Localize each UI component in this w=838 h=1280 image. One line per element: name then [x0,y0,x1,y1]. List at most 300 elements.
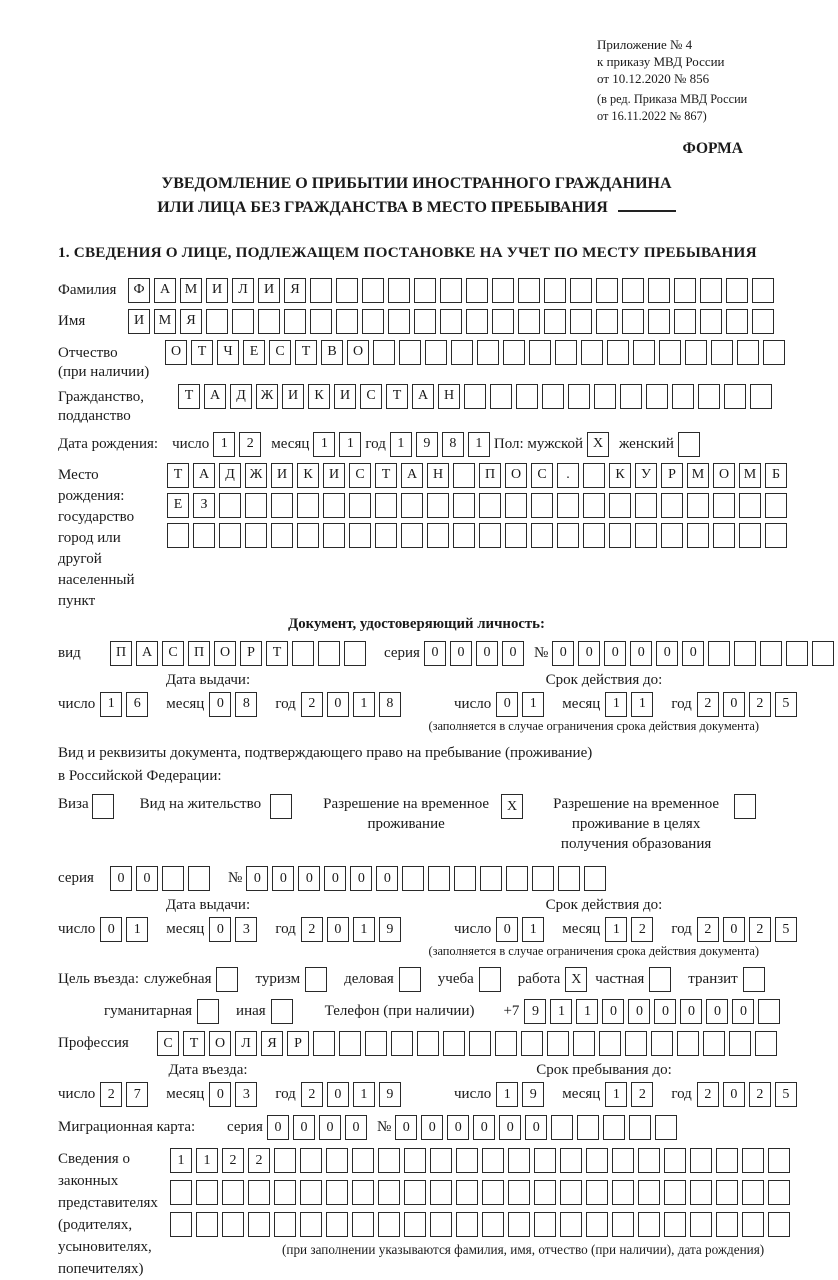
form-cell[interactable]: 0 [350,866,372,891]
form-cell[interactable] [443,1031,465,1056]
form-cell[interactable] [703,1031,725,1056]
form-cell[interactable] [687,493,709,518]
form-cell[interactable] [586,1180,608,1205]
form-cell[interactable] [248,1212,270,1237]
humanitarian-checkbox[interactable] [197,999,219,1024]
form-cell[interactable] [344,641,366,666]
form-cell[interactable]: 0 [680,999,702,1024]
form-cell[interactable] [318,641,340,666]
form-cell[interactable] [713,493,735,518]
form-cell[interactable] [428,866,450,891]
form-cell[interactable] [664,1212,686,1237]
residence-permit-checkbox[interactable] [270,794,292,819]
form-cell[interactable]: 2 [749,692,771,717]
form-cell[interactable]: 0 [376,866,398,891]
form-cell[interactable]: И [323,463,345,488]
form-cell[interactable] [339,1031,361,1056]
form-cell[interactable]: Е [167,493,189,518]
form-cell[interactable]: 1 [631,692,653,717]
form-cell[interactable]: 2 [631,1082,653,1107]
form-cell[interactable] [193,523,215,548]
form-cell[interactable]: 1 [213,432,235,457]
form-cell[interactable]: 1 [468,432,490,457]
form-cell[interactable] [672,384,694,409]
form-cell[interactable] [378,1148,400,1173]
form-cell[interactable]: Я [284,278,306,303]
form-cell[interactable]: К [609,463,631,488]
form-cell[interactable] [768,1148,790,1173]
form-cell[interactable] [674,309,696,334]
form-cell[interactable]: 0 [327,692,349,717]
form-cell[interactable] [326,1180,348,1205]
form-cell[interactable]: 1 [605,917,627,942]
form-cell[interactable]: И [206,278,228,303]
form-cell[interactable] [557,523,579,548]
form-cell[interactable]: П [188,641,210,666]
form-cell[interactable]: С [349,463,371,488]
form-cell[interactable] [544,309,566,334]
form-cell[interactable]: А [136,641,158,666]
form-cell[interactable] [560,1180,582,1205]
study-checkbox[interactable] [479,967,501,992]
form-cell[interactable] [531,493,553,518]
form-cell[interactable]: 0 [298,866,320,891]
form-cell[interactable] [758,999,780,1024]
form-cell[interactable]: Д [230,384,252,409]
form-cell[interactable] [451,340,473,365]
form-cell[interactable]: 1 [522,692,544,717]
form-cell[interactable] [659,340,681,365]
form-cell[interactable]: И [258,278,280,303]
form-cell[interactable] [404,1180,426,1205]
form-cell[interactable]: 2 [248,1148,270,1173]
form-cell[interactable]: 1 [126,917,148,942]
form-cell[interactable] [196,1180,218,1205]
form-cell[interactable]: 1 [353,692,375,717]
form-cell[interactable] [609,523,631,548]
form-cell[interactable] [414,278,436,303]
form-cell[interactable]: 0 [706,999,728,1024]
form-cell[interactable] [622,278,644,303]
form-cell[interactable] [612,1148,634,1173]
form-cell[interactable] [492,278,514,303]
form-cell[interactable] [586,1212,608,1237]
form-cell[interactable] [274,1148,296,1173]
form-cell[interactable]: . [557,463,579,488]
form-cell[interactable] [245,493,267,518]
form-cell[interactable]: 0 [327,1082,349,1107]
business-checkbox[interactable] [399,967,421,992]
form-cell[interactable]: 2 [301,917,323,942]
form-cell[interactable] [399,340,421,365]
form-cell[interactable] [713,523,735,548]
form-cell[interactable] [544,278,566,303]
form-cell[interactable] [352,1148,374,1173]
form-cell[interactable] [687,523,709,548]
form-cell[interactable] [404,1148,426,1173]
form-cell[interactable] [292,641,314,666]
tourism-checkbox[interactable] [305,967,327,992]
form-cell[interactable]: 2 [239,432,261,457]
form-cell[interactable]: Н [427,463,449,488]
form-cell[interactable] [206,309,228,334]
form-cell[interactable] [532,866,554,891]
form-cell[interactable] [734,641,756,666]
form-cell[interactable] [531,523,553,548]
visa-checkbox[interactable] [92,794,114,819]
form-cell[interactable]: 3 [235,1082,257,1107]
form-cell[interactable] [583,493,605,518]
form-cell[interactable] [812,641,834,666]
form-cell[interactable] [388,278,410,303]
form-cell[interactable] [763,340,785,365]
form-cell[interactable]: 0 [656,641,678,666]
form-cell[interactable] [521,1031,543,1056]
form-cell[interactable] [375,523,397,548]
form-cell[interactable]: В [321,340,343,365]
form-cell[interactable] [352,1180,374,1205]
form-cell[interactable] [414,309,436,334]
form-cell[interactable]: Ж [256,384,278,409]
form-cell[interactable]: 9 [522,1082,544,1107]
form-cell[interactable] [596,278,618,303]
form-cell[interactable] [167,523,189,548]
form-cell[interactable] [466,278,488,303]
form-cell[interactable] [551,1115,573,1140]
form-cell[interactable]: 1 [339,432,361,457]
form-cell[interactable] [737,340,759,365]
form-cell[interactable]: И [282,384,304,409]
form-cell[interactable] [300,1180,322,1205]
form-cell[interactable] [506,866,528,891]
form-cell[interactable]: 8 [379,692,401,717]
form-cell[interactable] [402,866,424,891]
form-cell[interactable] [690,1212,712,1237]
form-cell[interactable] [425,340,447,365]
form-cell[interactable] [440,278,462,303]
form-cell[interactable] [323,523,345,548]
form-cell[interactable] [529,340,551,365]
form-cell[interactable]: У [635,463,657,488]
form-cell[interactable] [508,1212,530,1237]
form-cell[interactable]: 0 [100,917,122,942]
form-cell[interactable]: 3 [235,917,257,942]
form-cell[interactable] [388,309,410,334]
form-cell[interactable] [742,1212,764,1237]
form-cell[interactable]: 1 [550,999,572,1024]
form-cell[interactable] [612,1180,634,1205]
form-cell[interactable]: 0 [552,641,574,666]
form-cell[interactable]: 0 [424,641,446,666]
form-cell[interactable]: 0 [473,1115,495,1140]
form-cell[interactable] [638,1212,660,1237]
form-cell[interactable] [661,493,683,518]
form-cell[interactable]: М [154,309,176,334]
form-cell[interactable]: 2 [301,1082,323,1107]
form-cell[interactable] [609,493,631,518]
form-cell[interactable]: С [360,384,382,409]
form-cell[interactable]: К [297,463,319,488]
form-cell[interactable]: С [157,1031,179,1056]
form-cell[interactable]: А [154,278,176,303]
form-cell[interactable] [518,278,540,303]
form-cell[interactable]: 0 [246,866,268,891]
form-cell[interactable] [219,523,241,548]
form-cell[interactable]: 1 [353,1082,375,1107]
form-cell[interactable]: 1 [100,692,122,717]
form-cell[interactable]: П [110,641,132,666]
form-cell[interactable]: 0 [327,917,349,942]
form-cell[interactable] [417,1031,439,1056]
form-cell[interactable]: 2 [301,692,323,717]
form-cell[interactable] [581,340,603,365]
form-cell[interactable]: 0 [319,1115,341,1140]
form-cell[interactable]: Я [180,309,202,334]
form-cell[interactable] [685,340,707,365]
form-cell[interactable] [655,1115,677,1140]
form-cell[interactable]: О [165,340,187,365]
form-cell[interactable] [534,1180,556,1205]
form-cell[interactable] [633,340,655,365]
form-cell[interactable] [651,1031,673,1056]
form-cell[interactable] [760,641,782,666]
form-cell[interactable]: 0 [682,641,704,666]
form-cell[interactable] [375,493,397,518]
form-cell[interactable]: 2 [749,917,771,942]
form-cell[interactable]: 1 [605,1082,627,1107]
form-cell[interactable] [603,1115,625,1140]
form-cell[interactable]: И [128,309,150,334]
form-cell[interactable]: Т [178,384,200,409]
form-cell[interactable]: 2 [749,1082,771,1107]
form-cell[interactable]: 2 [631,917,653,942]
form-cell[interactable] [373,340,395,365]
form-cell[interactable] [326,1212,348,1237]
form-cell[interactable]: 0 [447,1115,469,1140]
form-cell[interactable] [232,309,254,334]
form-cell[interactable] [534,1148,556,1173]
form-cell[interactable] [466,309,488,334]
form-cell[interactable]: 0 [602,999,624,1024]
form-cell[interactable] [594,384,616,409]
form-cell[interactable] [430,1180,452,1205]
form-cell[interactable] [365,1031,387,1056]
form-cell[interactable] [162,866,184,891]
form-cell[interactable] [271,493,293,518]
form-cell[interactable]: 9 [379,917,401,942]
form-cell[interactable] [349,493,371,518]
form-cell[interactable]: 2 [697,917,719,942]
form-cell[interactable]: 0 [293,1115,315,1140]
form-cell[interactable] [708,641,730,666]
form-cell[interactable] [664,1180,686,1205]
form-cell[interactable] [765,493,787,518]
form-cell[interactable] [542,384,564,409]
form-cell[interactable] [495,1031,517,1056]
form-cell[interactable] [170,1180,192,1205]
form-cell[interactable]: 1 [576,999,598,1024]
form-cell[interactable] [570,309,592,334]
form-cell[interactable]: 0 [723,1082,745,1107]
work-checkbox[interactable]: X [565,967,587,992]
form-cell[interactable]: 0 [345,1115,367,1140]
form-cell[interactable] [196,1212,218,1237]
form-cell[interactable] [362,309,384,334]
form-cell[interactable]: А [401,463,423,488]
form-cell[interactable] [786,641,808,666]
form-cell[interactable] [583,523,605,548]
form-cell[interactable]: Т [375,463,397,488]
form-cell[interactable] [401,493,423,518]
form-cell[interactable] [570,278,592,303]
form-cell[interactable]: М [739,463,761,488]
form-cell[interactable]: Е [243,340,265,365]
form-cell[interactable] [490,384,512,409]
form-cell[interactable]: Л [235,1031,257,1056]
form-cell[interactable]: Р [240,641,262,666]
form-cell[interactable]: 6 [126,692,148,717]
form-cell[interactable] [698,384,720,409]
form-cell[interactable]: Л [232,278,254,303]
form-cell[interactable]: О [209,1031,231,1056]
form-cell[interactable]: 0 [723,917,745,942]
form-cell[interactable] [440,309,462,334]
form-cell[interactable]: 1 [353,917,375,942]
form-cell[interactable] [635,523,657,548]
form-cell[interactable]: 9 [524,999,546,1024]
transit-checkbox[interactable] [743,967,765,992]
form-cell[interactable]: 1 [496,1082,518,1107]
form-cell[interactable] [557,493,579,518]
form-cell[interactable]: 2 [222,1148,244,1173]
form-cell[interactable]: Т [266,641,288,666]
form-cell[interactable] [271,523,293,548]
form-cell[interactable]: 5 [775,1082,797,1107]
form-cell[interactable] [378,1180,400,1205]
form-cell[interactable]: Р [661,463,683,488]
form-cell[interactable] [427,523,449,548]
form-cell[interactable] [391,1031,413,1056]
form-cell[interactable] [577,1115,599,1140]
form-cell[interactable]: Т [295,340,317,365]
form-cell[interactable]: Т [167,463,189,488]
form-cell[interactable]: 1 [522,917,544,942]
form-cell[interactable] [188,866,210,891]
form-cell[interactable]: 5 [775,692,797,717]
form-cell[interactable] [711,340,733,365]
form-cell[interactable]: Ч [217,340,239,365]
form-cell[interactable]: 0 [499,1115,521,1140]
form-cell[interactable] [404,1212,426,1237]
form-cell[interactable]: 0 [421,1115,443,1140]
form-cell[interactable]: 0 [209,1082,231,1107]
form-cell[interactable] [584,866,606,891]
form-cell[interactable] [612,1212,634,1237]
form-cell[interactable] [768,1180,790,1205]
form-cell[interactable]: 0 [496,692,518,717]
private-checkbox[interactable] [649,967,671,992]
form-cell[interactable] [469,1031,491,1056]
form-cell[interactable]: А [193,463,215,488]
form-cell[interactable]: 2 [697,692,719,717]
form-cell[interactable] [568,384,590,409]
other-checkbox[interactable] [271,999,293,1024]
form-cell[interactable] [729,1031,751,1056]
female-checkbox[interactable] [678,432,700,457]
form-cell[interactable] [620,384,642,409]
form-cell[interactable] [716,1212,738,1237]
form-cell[interactable] [482,1148,504,1173]
form-cell[interactable] [310,278,332,303]
form-cell[interactable] [492,309,514,334]
form-cell[interactable] [750,384,772,409]
form-cell[interactable] [555,340,577,365]
form-cell[interactable]: М [180,278,202,303]
temporary-residence-checkbox[interactable]: X [501,794,523,819]
form-cell[interactable] [558,866,580,891]
form-cell[interactable]: 9 [416,432,438,457]
form-cell[interactable] [326,1148,348,1173]
form-cell[interactable] [336,309,358,334]
form-cell[interactable]: О [347,340,369,365]
form-cell[interactable] [310,309,332,334]
form-cell[interactable] [456,1212,478,1237]
form-cell[interactable] [427,493,449,518]
form-cell[interactable]: Ф [128,278,150,303]
form-cell[interactable]: Ж [245,463,267,488]
form-cell[interactable]: С [162,641,184,666]
form-cell[interactable]: О [214,641,236,666]
form-cell[interactable]: 0 [525,1115,547,1140]
form-cell[interactable] [456,1148,478,1173]
form-cell[interactable]: Т [183,1031,205,1056]
form-cell[interactable] [622,309,644,334]
form-cell[interactable] [547,1031,569,1056]
form-cell[interactable]: 0 [628,999,650,1024]
form-cell[interactable]: К [308,384,330,409]
form-cell[interactable]: П [479,463,501,488]
form-cell[interactable] [661,523,683,548]
form-cell[interactable]: 0 [502,641,524,666]
form-cell[interactable]: 0 [732,999,754,1024]
form-cell[interactable]: С [269,340,291,365]
form-cell[interactable]: 0 [476,641,498,666]
form-cell[interactable] [300,1148,322,1173]
form-cell[interactable] [284,309,306,334]
form-cell[interactable] [516,384,538,409]
form-cell[interactable]: 7 [126,1082,148,1107]
form-cell[interactable]: И [334,384,356,409]
form-cell[interactable] [349,523,371,548]
form-cell[interactable]: 8 [442,432,464,457]
form-cell[interactable] [479,493,501,518]
form-cell[interactable]: 1 [605,692,627,717]
form-cell[interactable] [456,1180,478,1205]
male-checkbox[interactable]: X [587,432,609,457]
form-cell[interactable]: 0 [110,866,132,891]
form-cell[interactable] [765,523,787,548]
form-cell[interactable] [677,1031,699,1056]
form-cell[interactable] [482,1180,504,1205]
form-cell[interactable]: 1 [170,1148,192,1173]
form-cell[interactable] [664,1148,686,1173]
form-cell[interactable] [170,1212,192,1237]
form-cell[interactable] [638,1148,660,1173]
form-cell[interactable] [726,309,748,334]
official-checkbox[interactable] [216,967,238,992]
form-cell[interactable] [274,1180,296,1205]
form-cell[interactable] [560,1148,582,1173]
